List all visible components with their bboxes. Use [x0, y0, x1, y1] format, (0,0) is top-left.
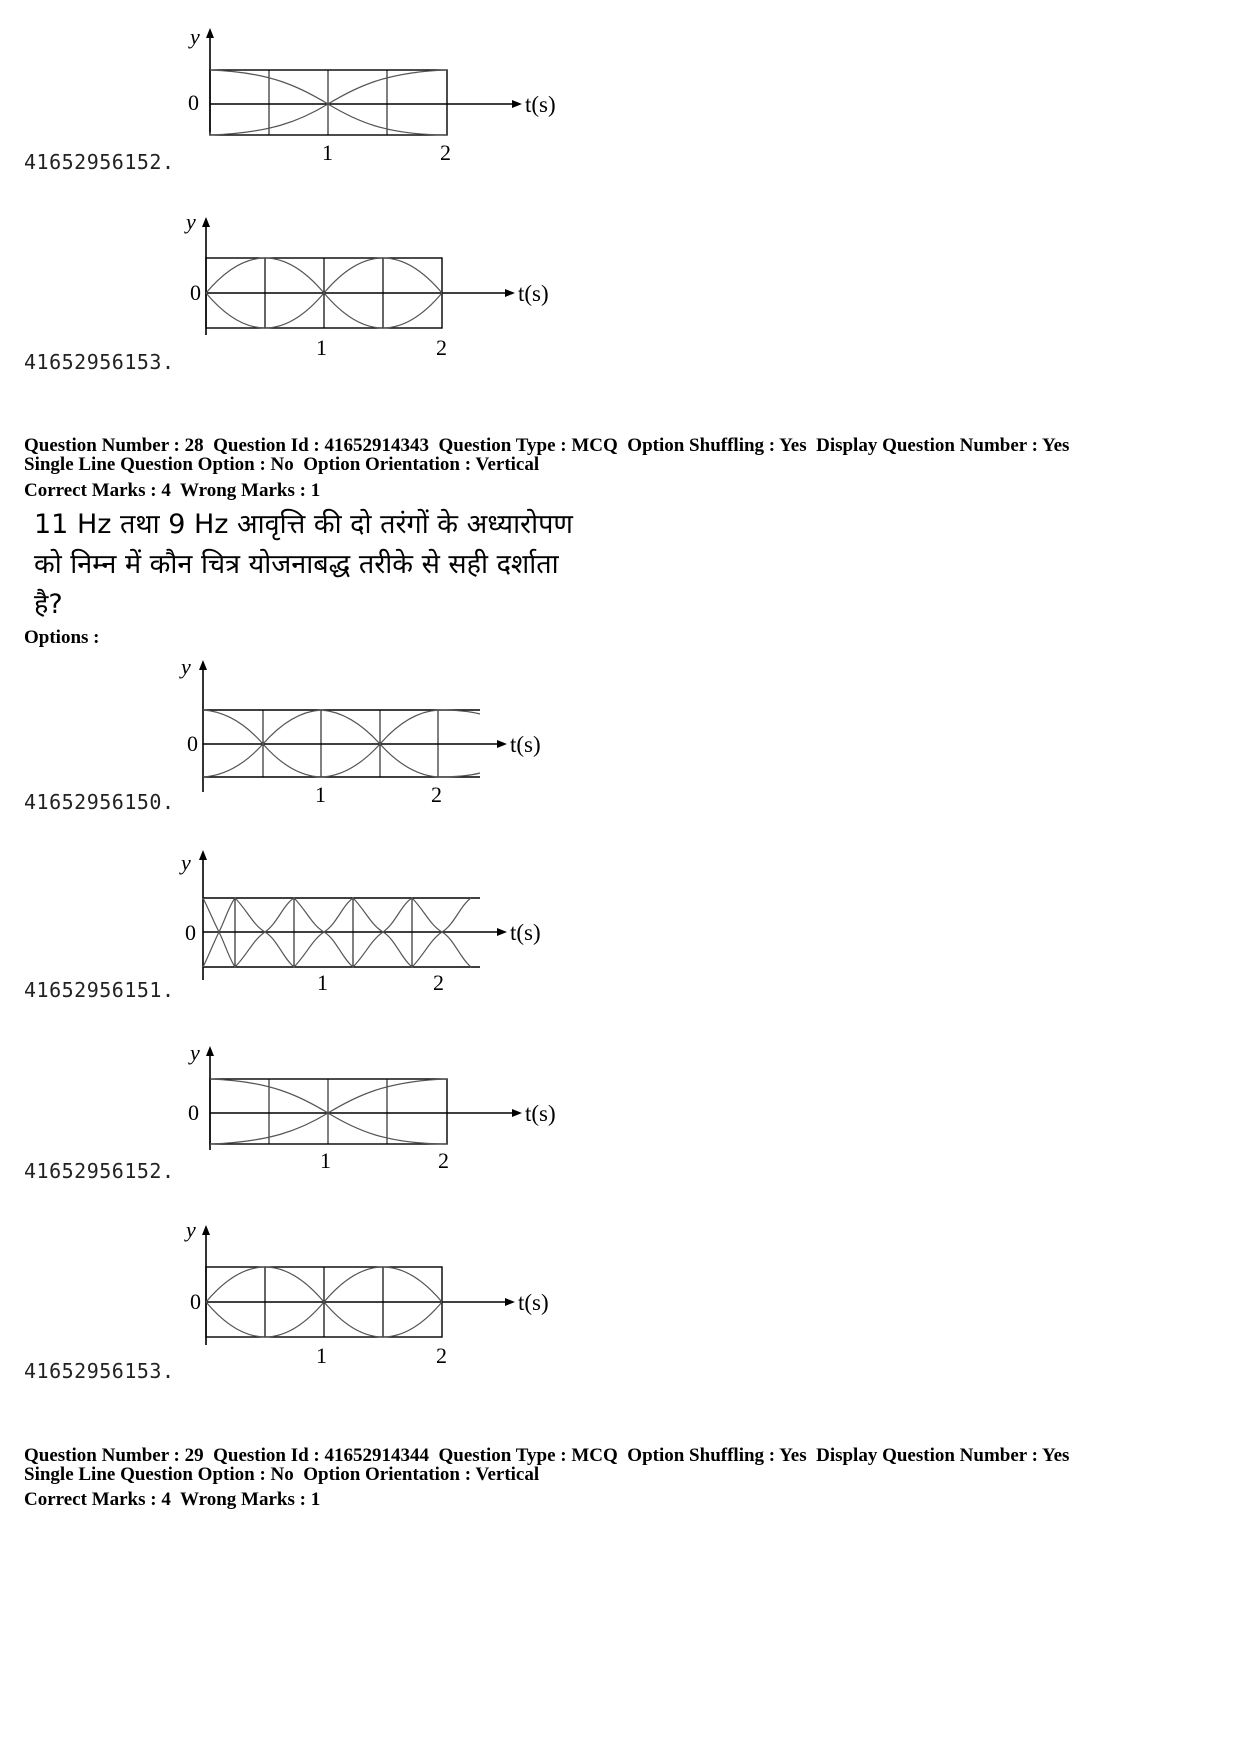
graph-option-153 [178, 1215, 598, 1370]
question-meta-line: Single Line Question Option : No Option Orientation : Vertical [24, 1464, 540, 1485]
question-text-line: को निम्न में कौन चित्र योजनाबद्ध तरीके से सही दर्शाता [34, 549, 559, 580]
svg-text:1: 1 [317, 970, 328, 990]
svg-text:0: 0 [188, 90, 199, 115]
option-id: 41652956150. [24, 790, 175, 814]
svg-text:1: 1 [315, 782, 326, 802]
svg-text:0: 0 [190, 280, 201, 305]
graph-option-152 [180, 1030, 600, 1185]
question-text-line: 11 Hz तथा 9 Hz आवृत्ति की दो तरंगों के अध्यारोपण [34, 509, 573, 540]
svg-text:0: 0 [187, 731, 198, 756]
svg-text:2: 2 [433, 970, 444, 990]
svg-text:2: 2 [438, 1148, 449, 1173]
svg-text:0: 0 [190, 1289, 201, 1314]
option-id: 41652956151. [24, 978, 175, 1002]
svg-text:t(s): t(s) [518, 1290, 549, 1315]
graph-option-151 [175, 840, 595, 995]
svg-text:y: y [181, 850, 191, 875]
svg-text:t(s): t(s) [518, 281, 549, 306]
question-meta-line: Single Line Question Option : No Option Orientation : Vertical [24, 454, 540, 475]
svg-text:y: y [190, 24, 200, 49]
svg-text:t(s): t(s) [510, 732, 541, 757]
option-id: 41652956152. [24, 150, 175, 174]
svg-text:1: 1 [316, 335, 327, 355]
graph-top-option-153 [178, 205, 598, 360]
svg-text:0: 0 [188, 1100, 199, 1125]
marks-line: Correct Marks : 4 Wrong Marks : 1 [24, 1489, 321, 1510]
svg-text:y: y [181, 654, 191, 679]
svg-text:y: y [186, 1217, 196, 1242]
question-meta-line: Question Number : 29 Question Id : 41652914344 Question Type : MCQ Option Shuffling : Yes Display Question Number : Yes [24, 1445, 1070, 1466]
svg-text:t(s): t(s) [525, 92, 556, 117]
svg-text:y: y [190, 1040, 200, 1065]
svg-text:y: y [186, 209, 196, 234]
option-id: 41652956153. [24, 1359, 175, 1383]
option-id: 41652956153. [24, 350, 175, 374]
option-id: 41652956152. [24, 1159, 175, 1183]
question-meta-line: Question Number : 28 Question Id : 41652914343 Question Type : MCQ Option Shuffling : Yes Display Question Number : Yes [24, 435, 1070, 456]
svg-text:2: 2 [431, 782, 442, 802]
svg-text:0: 0 [185, 920, 196, 945]
svg-text:t(s): t(s) [510, 920, 541, 945]
svg-text:2: 2 [436, 335, 447, 355]
svg-text:1: 1 [316, 1343, 327, 1365]
graph-option-150 [175, 652, 595, 807]
options-label: Options : [24, 627, 100, 648]
svg-text:t(s): t(s) [525, 1101, 556, 1126]
marks-line: Correct Marks : 4 Wrong Marks : 1 [24, 480, 321, 501]
question-text-line: है? [34, 589, 63, 620]
svg-text:2: 2 [436, 1343, 447, 1365]
svg-text:1: 1 [322, 140, 333, 165]
graph-top-option-152 [180, 22, 600, 177]
svg-text:1: 1 [320, 1148, 331, 1173]
svg-text:2: 2 [440, 140, 451, 165]
